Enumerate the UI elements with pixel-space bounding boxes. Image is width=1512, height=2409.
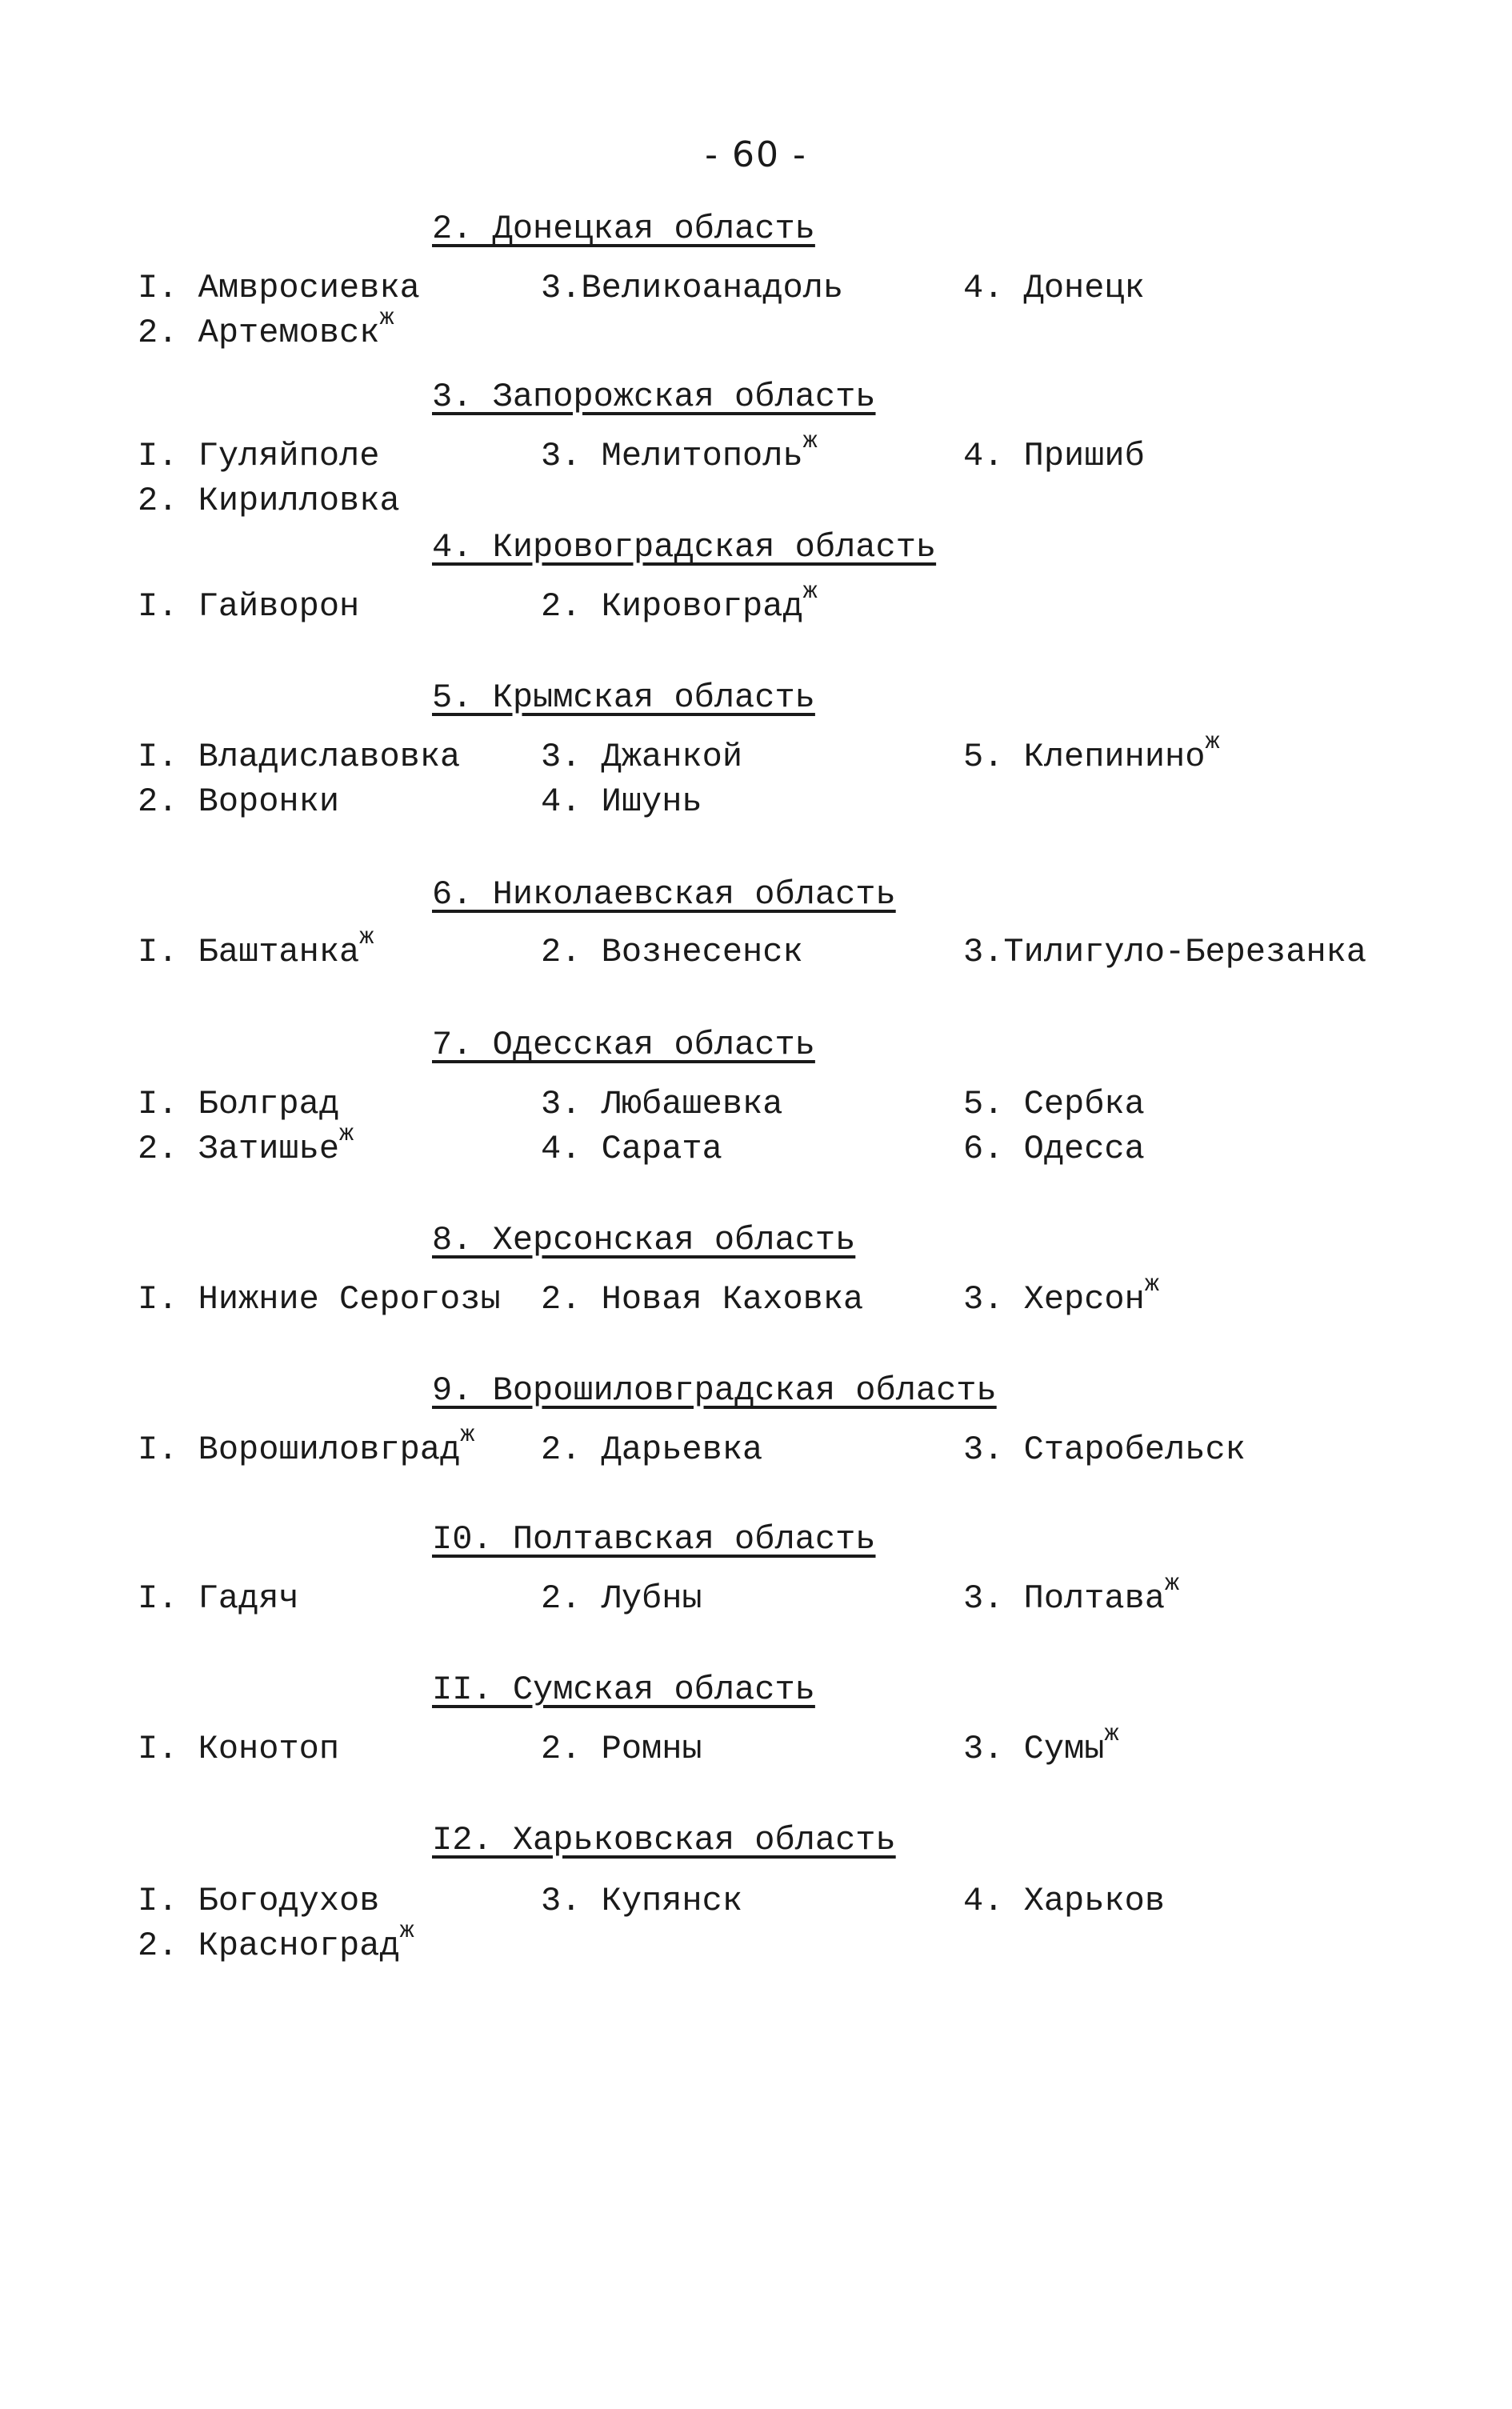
list-item: 2. Новая Каховка: [541, 1280, 864, 1319]
list-item: 3. Купянск: [541, 1882, 743, 1920]
section-title-kirovograd: 4. Кировоградская область: [432, 528, 937, 566]
section-title-crimea: 5. Крымская область: [432, 678, 815, 717]
list-item: 5. Сербка: [963, 1085, 1145, 1123]
asterisk-mark: ж: [1104, 1721, 1119, 1748]
list-item: 2. Кировоград$^ж$: [541, 578, 818, 626]
page-number: - 60 -: [705, 134, 807, 175]
list-item: 3.Великоанадоль: [541, 269, 844, 307]
section-title-nikolaev: 6. Николаевская область: [432, 875, 896, 914]
list-item: I. Богодухов: [138, 1882, 380, 1920]
list-item: 3. Мелитополь$^ж$: [541, 428, 818, 475]
asterisk-mark: ж: [460, 1422, 475, 1449]
list-item: 2. Кирилловка: [138, 482, 400, 520]
section-title-zaporozhye: 3. Запорожская область: [432, 378, 876, 416]
list-item: 4. Донецк: [963, 269, 1145, 307]
asterisk-mark: ж: [1205, 729, 1220, 756]
list-item: 2. Дарьевка: [541, 1431, 763, 1469]
list-item: 2. Красноград$^ж$: [138, 1918, 414, 1965]
list-item: 3. Полтава$^ж$: [963, 1571, 1180, 1618]
section-title-voroshilovgrad: 9. Ворошиловградская область: [432, 1371, 997, 1410]
list-item: 3. Херсон$^ж$: [963, 1271, 1159, 1319]
asterisk-mark: ж: [802, 578, 818, 606]
list-item: 2. Лубны: [541, 1579, 702, 1618]
asterisk-mark: ж: [1144, 1271, 1159, 1299]
list-item: 2. Воронки: [138, 782, 340, 821]
section-title-donetsk: 2. Донецкая область: [432, 210, 815, 248]
list-item: I. Болград: [138, 1085, 340, 1123]
section-title-odessa: 7. Одесская область: [432, 1026, 815, 1064]
asterisk-mark: ж: [399, 1918, 414, 1945]
list-item: 5. Клепинино$^ж$: [963, 729, 1220, 776]
section-title-sumy: II. Сумская область: [432, 1671, 815, 1709]
list-item: 4. Харьков: [963, 1882, 1166, 1920]
list-item: 3. Старобельск: [963, 1431, 1246, 1469]
list-item: I. Гадяч: [138, 1579, 299, 1618]
list-item: 3. Сумы$^ж$: [963, 1721, 1119, 1768]
asterisk-mark: ж: [379, 305, 394, 332]
list-item: I. Ворошиловград$^ж$: [138, 1422, 475, 1469]
list-item: I. Владиславовка: [138, 738, 461, 776]
list-item: I. Конотоп: [138, 1730, 340, 1768]
list-item: 2. Затишье$^ж$: [138, 1121, 354, 1168]
asterisk-mark: ж: [802, 428, 818, 455]
list-item: 2. Ромны: [541, 1730, 702, 1768]
list-item: I. Баштанка$^ж$: [138, 924, 374, 971]
asterisk-mark: ж: [359, 924, 374, 951]
list-item: 4. Пришиб: [963, 437, 1145, 475]
section-title-kherson: 8. Херсонская область: [432, 1221, 856, 1259]
asterisk-mark: ж: [339, 1121, 354, 1148]
list-item: I. Амвросиевка: [138, 269, 420, 307]
list-item: I. Гуляйполе: [138, 437, 380, 475]
list-item: I. Нижние Серогозы: [138, 1280, 501, 1319]
list-item: I. Гайворон: [138, 587, 360, 626]
list-item: 4. Ишунь: [541, 782, 702, 821]
list-item: 2. Артемовск$^ж$: [138, 305, 394, 352]
list-item: 3. Любашевка: [541, 1085, 783, 1123]
asterisk-mark: ж: [1165, 1571, 1180, 1598]
list-item: 6. Одесса: [963, 1130, 1145, 1168]
section-title-poltava: I0. Полтавская область: [432, 1520, 876, 1559]
list-item: 2. Вознесенск: [541, 933, 803, 971]
list-item: 4. Сарата: [541, 1130, 722, 1168]
list-item: 3. Джанкой: [541, 738, 743, 776]
section-title-kharkov: I2. Харьковская область: [432, 1821, 896, 1859]
list-item: 3.Тилигуло-Березанка: [963, 933, 1367, 971]
